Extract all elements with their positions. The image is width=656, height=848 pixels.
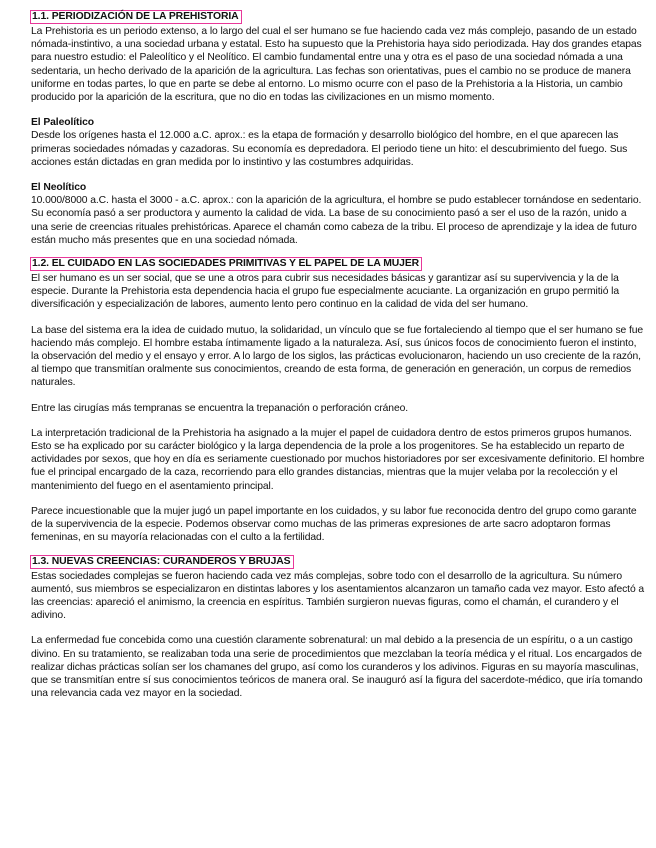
subheading-neolitico: El Neolítico <box>31 182 87 194</box>
paragraph: Desde los orígenes hasta el 12.000 a.C. aprox.: es la etapa de formación y desarrollo biológico del hombre, en el que aparecen las primeras sociedades nómadas y cazadoras. Su economía es depredadora. El periodo tiene un hito: el descubrimiento del fuego. Sus acciones están dictadas en gran medida por lo instintivo y las costumbres adquiridas. <box>31 130 628 168</box>
subheading-paleolitico: El Paleolítico <box>31 117 94 129</box>
paragraph: La enfermedad fue concebida como una cuestión claramente sobrenatural: un mal debido a la presencia de un espíritu, o a un castigo divino. En su tratamiento, se realizaban toda una serie de procedimientos que mezclaban la teoría médica y el ritual. Los encargados de realizar dichas prácticas solían ser los chamanes del grupo, así como los curanderos y los adivinos. Figuras en su mayoría masculinas, que se transmitían entre sí sus conocimientos teóricos de manera oral. Se inauguró así la figura del sacerdote-médico, que iría tomando una relevancia cada vez mayor en la sociedad. <box>31 635 643 700</box>
paragraph: El ser humano es un ser social, que se une a otros para cubrir sus necesidades básicas y garantizar así su supervivencia y la de la especie. Durante la Prehistoria esta dependencia hacia el grupo fue especialmente acuciante. La organización en grupo permitió la diversificación y especialización de labores, aumento lento pero continuo en la calidad de vida del ser humano. <box>31 273 619 311</box>
paragraph: La Prehistoria es un periodo extenso, a lo largo del cual el ser humano se fue haciendo cada vez más complejo, pasando de un estado nómada-instintivo, a una sociedad urbana y estatal. Esto ha supuesto que la Prehistoria haya sido periodizada. Hay dos grandes etapas para nuestro estudio: el Paleolítico y el Neolítico. El cambio fundamental entre una y otra es el paso de una sociedad nómada a una sedentaria, un hecho derivado de la aparición de la agricultura. Las fechas son orientativas, pues el cambio no se produce de manera uniforme en todas partes, lo que en parte se debe al entorno. Lo mismo ocurre con el paso de la Prehistoria a la Historia, un cambio producido por la aparición de la escritura, que no dio en todas las civilizaciones en un mismo momento. <box>31 26 642 104</box>
paragraph: Parece incuestionable que la mujer jugó un papel importante en los cuidados, y su labor fue reconocida dentro del grupo como garante de la supervivencia de la especie. Podemos observar como muchas de las primeras expresiones de arte sacro adoptaron formas femeninas, en su mayoría relacionadas con el culto a la fertilidad. <box>31 505 637 544</box>
section-heading-cuidado: 1.2. EL CUIDADO EN LAS SOCIEDADES PRIMITIVAS Y EL PAPEL DE LA MUJER <box>30 257 422 271</box>
paragraph: Entre las cirugías más tempranas se encuentra la trepanación o perforación cráneo. <box>31 402 409 414</box>
section-heading-periodizacion: 1.1. PERIODIZACIÓN DE LA PREHISTORIA <box>30 10 242 24</box>
paragraph: La base del sistema era la idea de cuidado mutuo, la solidaridad, un vínculo que se fue fortaleciendo al tiempo que el ser humano se fue haciendo más complejo. El hombre estaba íntimamente ligado a la naturaleza. Así, sus únicos focos de conocimiento fueron el instinto, la observación del medio y el ensayo y error. A lo largo de los siglos, las prácticas evolucionaron, haciendo un uso creciente de la razón, al tiempo que transmitían oralmente sus conocimientos, creando de esta forma, de generación en generación, un corpus de remedios naturales. <box>31 324 644 389</box>
paragraph: La interpretación tradicional de la Prehistoria ha asignado a la mujer el papel de cuidadora dentro de estos primeros grupos humanos. Esto se ha explicado por su carácter biológico y la larga dependencia de la prole a los progenitores. Se ha establecido un reparto de actividades por sexos, que hoy en día es seriamente cuestionado por muchos historiadores por ser excesivamente definitorio. El hombre fue el principal encargado de la caza, recorriendo para ello grandes distancias, mientras que la mujer velaba por la recolección y el mantenimiento del fuego en el asentamiento principal. <box>31 427 645 492</box>
section-heading-creencias: 1.3. NUEVAS CREENCIAS: CURANDEROS Y BRUJAS <box>30 555 294 569</box>
paragraph: Estas sociedades complejas se fueron haciendo cada vez más complejas, sobre todo con el desarrollo de la agricultura. Su número aumentó, sus miembros se especializaron en distintas labores y los asentamientos alcanzaron un tamaño cada vez mayor. Esto afectó a las creencias: apareció el animismo, la creencia en espíritus. También surgieron nuevas figuras, como el chamán, el curandero y el adivino. <box>31 570 645 622</box>
paragraph: 10.000/8000 a.C. hasta el 3000 - a.C. aprox.: con la aparición de la agricultura, el hombre se pudo establecer tornándose en sedentario. Su economía pasó a ser productora y aumento la calidad de vida. La base de su conocimiento pasó a ser el uso de la razón, unido a una serie de creencias rituales prehistóricas. Aparece el chamán como cabeza de la tribu. El proceso de aprendizaje y la idea de futuro están mucho más presentes que en una sociedad nómada. <box>31 195 642 246</box>
